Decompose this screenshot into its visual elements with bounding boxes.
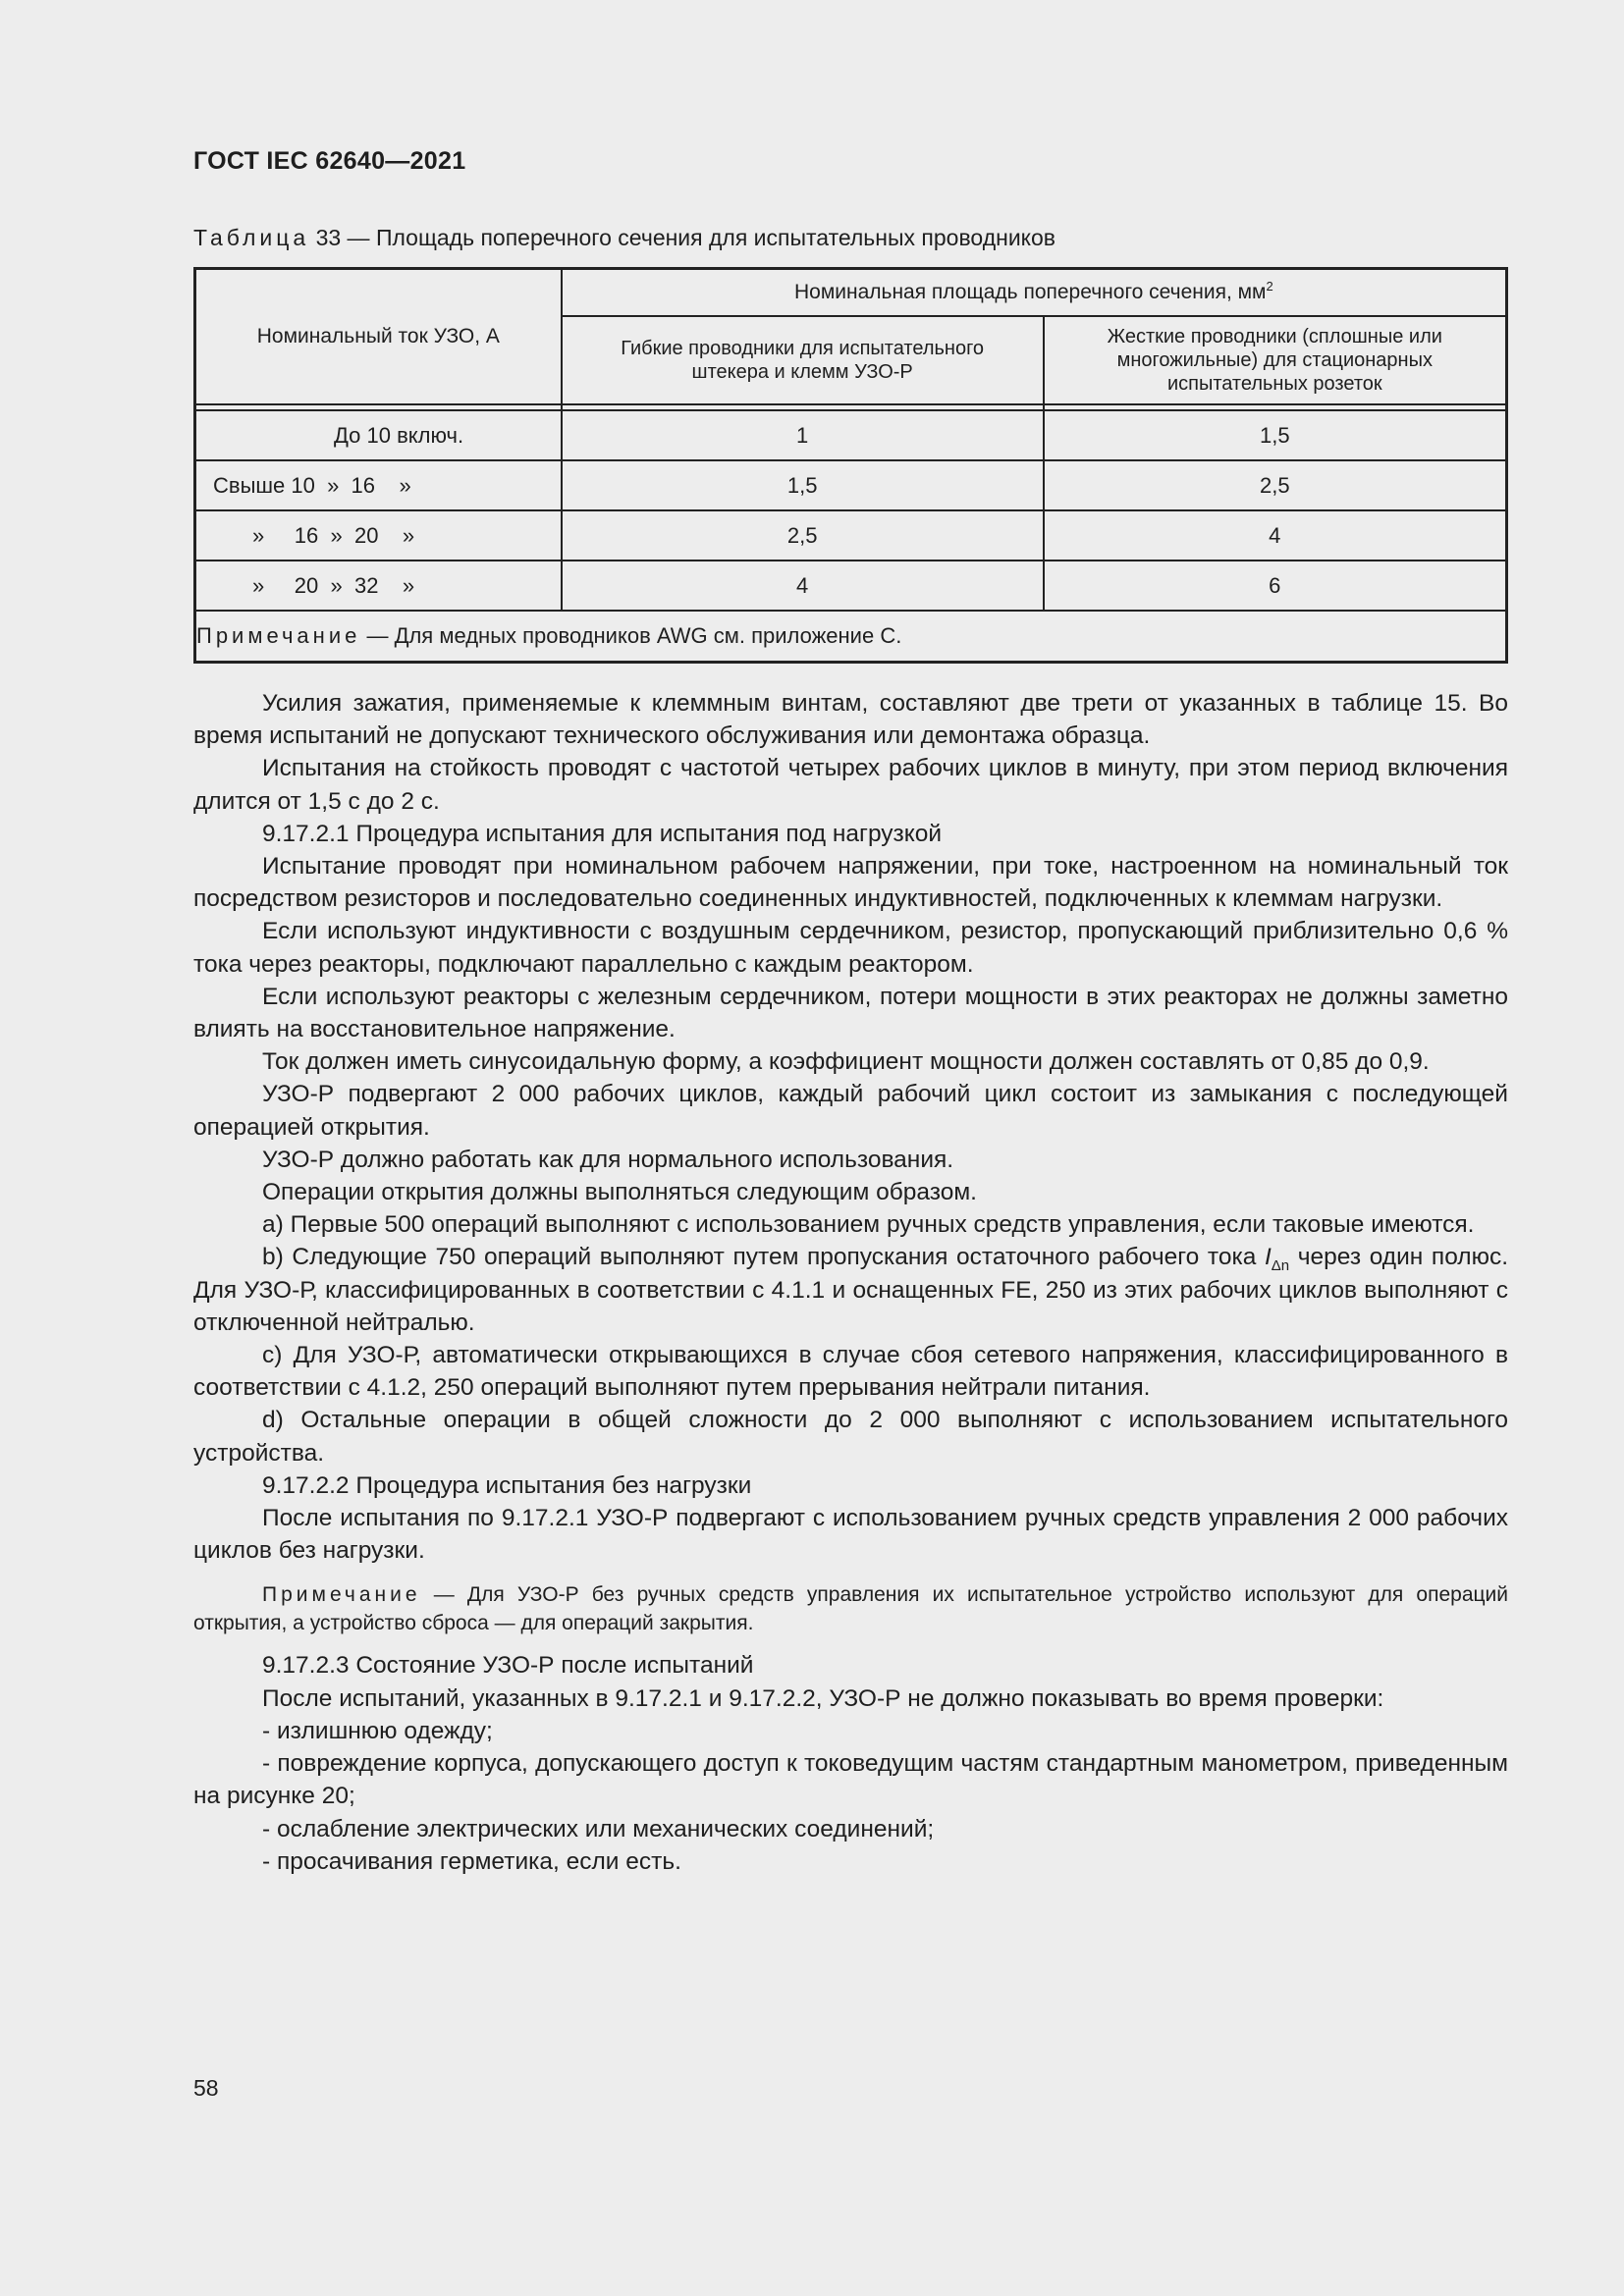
table-cell (195, 460, 562, 510)
list-item-b (193, 1241, 1508, 1339)
table-cell: 1,5 (562, 460, 1044, 510)
header-line: многожильные) для стационарных (1116, 349, 1433, 371)
table-cell: 2,5 (562, 510, 1044, 561)
dash-list-item: - повреждение корпуса, допускающего доступ к токоведущим частям стандартным манометром, приведенным на рисунке 20; (193, 1750, 1508, 1810)
note-word: Примечание (196, 623, 361, 648)
body-text (193, 687, 1508, 1878)
text-span: b) Следующие 750 операций выполняют путем пропускания остаточного рабочего тока (262, 1244, 1265, 1271)
header-line: Гибкие проводники для испытательного (621, 338, 985, 359)
note-text: — Для медных проводников AWG см. приложение С. (360, 623, 902, 648)
header-line: испытательных розеток (1166, 373, 1382, 395)
table-row (195, 561, 1507, 611)
section-heading: 9.17.2.2 Процедура испытания без нагрузки (262, 1471, 752, 1499)
dash-list-item: - просачивания герметика, если есть. (262, 1847, 681, 1875)
paragraph: УЗО-Р подвергают 2 000 рабочих циклов, каждый рабочий цикл состоит из замыкания с последующей операцией открытия. (193, 1081, 1508, 1141)
table-caption-text: 33 — Площадь поперечного сечения для испытательных проводников (315, 225, 1056, 250)
paragraph: Операции открытия должны выполняться следующим образом. (262, 1179, 977, 1206)
table-row (195, 410, 1507, 460)
section-heading: 9.17.2.3 Состояние УЗО-Р после испытаний (262, 1652, 754, 1680)
table-cell (195, 410, 562, 460)
table-cell: 1 (562, 410, 1044, 460)
table-cell (195, 561, 562, 611)
current-subscript: Δn (1271, 1257, 1290, 1275)
paragraph: После испытания по 9.17.2.1 УЗО-Р подвергают с использованием ручных средств управления 2 000 рабочих циклов без нагрузки. (193, 1505, 1508, 1565)
cell-text: Свыше 10 » 16 » (213, 472, 411, 498)
note-paragraph (193, 1580, 1508, 1637)
table-33 (193, 267, 1508, 664)
table-cell: 4 (1044, 510, 1507, 561)
paragraph: Испытание проводят при номинальном рабочем напряжении, при токе, настроенном на номинальный ток посредством резисторов и последовательно соединенных индуктивностей, подключенных к клеммам нагрузки. (193, 853, 1508, 913)
table-note-row (195, 611, 1507, 663)
current-symbol: I (1264, 1244, 1272, 1271)
table-row (195, 510, 1507, 561)
table-header-rated-current: Номинальный ток УЗО, А (195, 269, 562, 405)
list-item-c: c) Для УЗО-Р, автоматически открывающихся в случае сбоя сетевого напряжения, классифицированного в соответствии с 4.1.2, 250 операций выполняют путем прерывания нейтрали питания. (193, 1342, 1508, 1402)
superscript-2: 2 (1266, 279, 1273, 294)
conductor-table (193, 267, 1508, 664)
table-cell: 6 (1044, 561, 1507, 611)
dash-list-item: - излишнюю одежду; (262, 1717, 493, 1744)
section-heading: 9.17.2.1 Процедура испытания для испытания под нагрузкой (262, 820, 943, 847)
paragraph: Если используют реакторы с железным сердечником, потери мощности в этих реакторах не должны заметно влиять на восстановительное напряжение. (193, 983, 1508, 1043)
table-note (195, 611, 1507, 663)
table-header-row (195, 269, 1507, 317)
dash-list-item: - ослабление электрических или механических соединений; (262, 1815, 935, 1842)
table-row (195, 460, 1507, 510)
list-item-d: d) Остальные операции в общей сложности до 2 000 выполняют с использованием испытательного устройства. (193, 1407, 1508, 1467)
header-line: Жесткие проводники (сплошные или (1107, 326, 1442, 347)
note-text: — Для УЗО-Р без ручных средств управления их испытательное устройство используют для операций открытия, а устройство сброса — для операций закрытия. (193, 1583, 1508, 1635)
paragraph: После испытаний, указанных в 9.17.2.1 и 9.17.2.2, УЗО-Р не должно показывать во время проверки: (262, 1684, 1384, 1712)
paragraph: Испытания на стойкость проводят с частотой четырех рабочих циклов в минуту, при этом период включения длится от 1,5 с до 2 с. (193, 755, 1508, 815)
table-header-rigid (1044, 316, 1507, 404)
paragraph: Ток должен иметь синусоидальную форму, а коэффициент мощности должен составлять от 0,85 до 0,9. (262, 1048, 1430, 1076)
paragraph: Если используют индуктивности с воздушным сердечником, резистор, пропускающий приблизительно 0,6 % тока через реакторы, подключают параллельно с каждым реактором. (193, 918, 1508, 978)
document-header: ГОСТ IEC 62640—2021 (193, 147, 466, 175)
text-span: через один полюс. Для УЗО-Р, классифицированных в соответствии с 4.1.1 и оснащенных FE, 250 из этих рабочих циклов выполняют с отключенной нейтралью. (193, 1244, 1509, 1336)
table-header-cross-section-text: Номинальная площадь поперечного сечения, мм (793, 281, 1267, 303)
table-header-cross-section (562, 269, 1507, 317)
table-cell: 1,5 (1044, 410, 1507, 460)
cell-text: До 10 включ. (334, 422, 464, 448)
table-caption-word: Таблица (193, 225, 310, 250)
table-header-flexible (562, 316, 1044, 404)
cell-text: » 20 » 32 » (252, 572, 415, 598)
table-cell: 4 (562, 561, 1044, 611)
table-cell: 2,5 (1044, 460, 1507, 510)
header-line: штекера и клемм УЗО-Р (691, 361, 913, 383)
cell-text: » 16 » 20 » (252, 522, 415, 548)
page-number: 58 (193, 2075, 219, 2101)
table-caption (193, 225, 1056, 251)
paragraph: Усилия зажатия, применяемые к клеммным винтам, составляют две трети от указанных в таблице 15. Во время испытаний не допускают технического обслуживания или демонтажа образца. (193, 690, 1508, 750)
note-word: Примечание (262, 1583, 421, 1607)
table-cell (195, 510, 562, 561)
paragraph: УЗО-Р должно работать как для нормального использования. (262, 1146, 954, 1173)
list-item-a: a) Первые 500 операций выполняют с использованием ручных средств управления, если таковые имеются. (262, 1211, 1475, 1239)
